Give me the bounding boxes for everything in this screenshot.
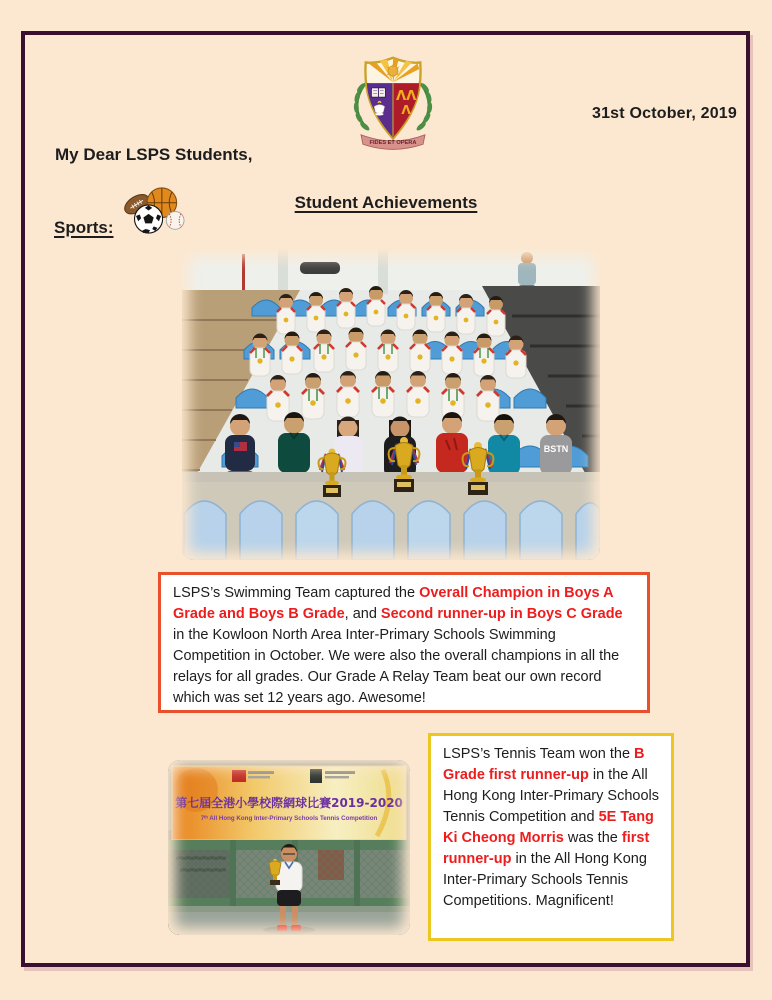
crest-motto-text: FIDES ET OPERA: [369, 139, 417, 146]
text-segment: in the Kowloon North Area Inter-Primary Schools Swimming Competition in October. We were also the overall champions in all the relays for all grades. Our Grade A Relay Team beat our own record which was set 12 years ago. Awesome!: [173, 627, 620, 706]
letter-greeting: My Dear LSPS Students,: [55, 145, 253, 164]
equipment-bag: [300, 262, 340, 274]
front-seat-row: [182, 482, 600, 560]
shirt-text: BSTN: [543, 444, 569, 454]
school-crest-icon: [346, 54, 440, 148]
sports-balls-icon: [119, 185, 187, 241]
crest-chevron-lower: Λ: [401, 103, 411, 118]
tennis-result-box: [428, 733, 674, 941]
text-segment: in the All Hong Kong Inter-Primary Schools Tennis Competition and: [443, 767, 659, 825]
boy-trophy-icon: [269, 859, 281, 885]
swimming-result-text: [173, 583, 635, 709]
page-title: Student Achievements: [294, 193, 478, 212]
tennis-photo: [168, 760, 410, 935]
tennis-result-text: [443, 744, 659, 912]
crest-chevrons-upper: ΛΛ: [395, 89, 417, 105]
crest-shield: [365, 58, 420, 139]
competition-banner: [172, 766, 406, 840]
text-segment: 5E Tang Ki Cheong Morris: [443, 809, 654, 846]
sports-section-label: Sports:: [54, 218, 114, 237]
crest-book-icon: [371, 88, 385, 97]
letter-date: 31st October, 2019: [591, 105, 737, 122]
text-segment: LSPS’s Tennis Team won the: [443, 746, 635, 762]
swimming-result-box: [158, 572, 650, 713]
swimming-team-photo: [182, 250, 600, 560]
text-segment: was the: [563, 830, 622, 846]
text-segment: first runner-up: [443, 830, 650, 867]
text-segment: Overall Champion in Boys A Grade and Boys B Grade: [173, 585, 614, 622]
soccer-ball-icon: [135, 205, 163, 233]
text-segment: LSPS’s Swimming Team captured the: [173, 585, 420, 601]
crest-svg: [346, 54, 440, 152]
banner-title-zh: 第七屆全港小學校際網球比賽2019-2020: [175, 796, 403, 810]
text-segment: , and: [344, 606, 381, 622]
baseball-icon: [166, 212, 184, 230]
text-segment: in the All Hong Kong Inter-Primary Schools Tennis Competitions. Magnificent!: [443, 851, 647, 909]
text-segment: Second runner-up in Boys C Grade: [380, 606, 623, 622]
banner-title-en: 7ᵗʰ All Hong Kong Inter-Primary Schools Tennis Competition: [200, 815, 378, 822]
text-segment: B Grade first runner-up: [443, 746, 645, 783]
